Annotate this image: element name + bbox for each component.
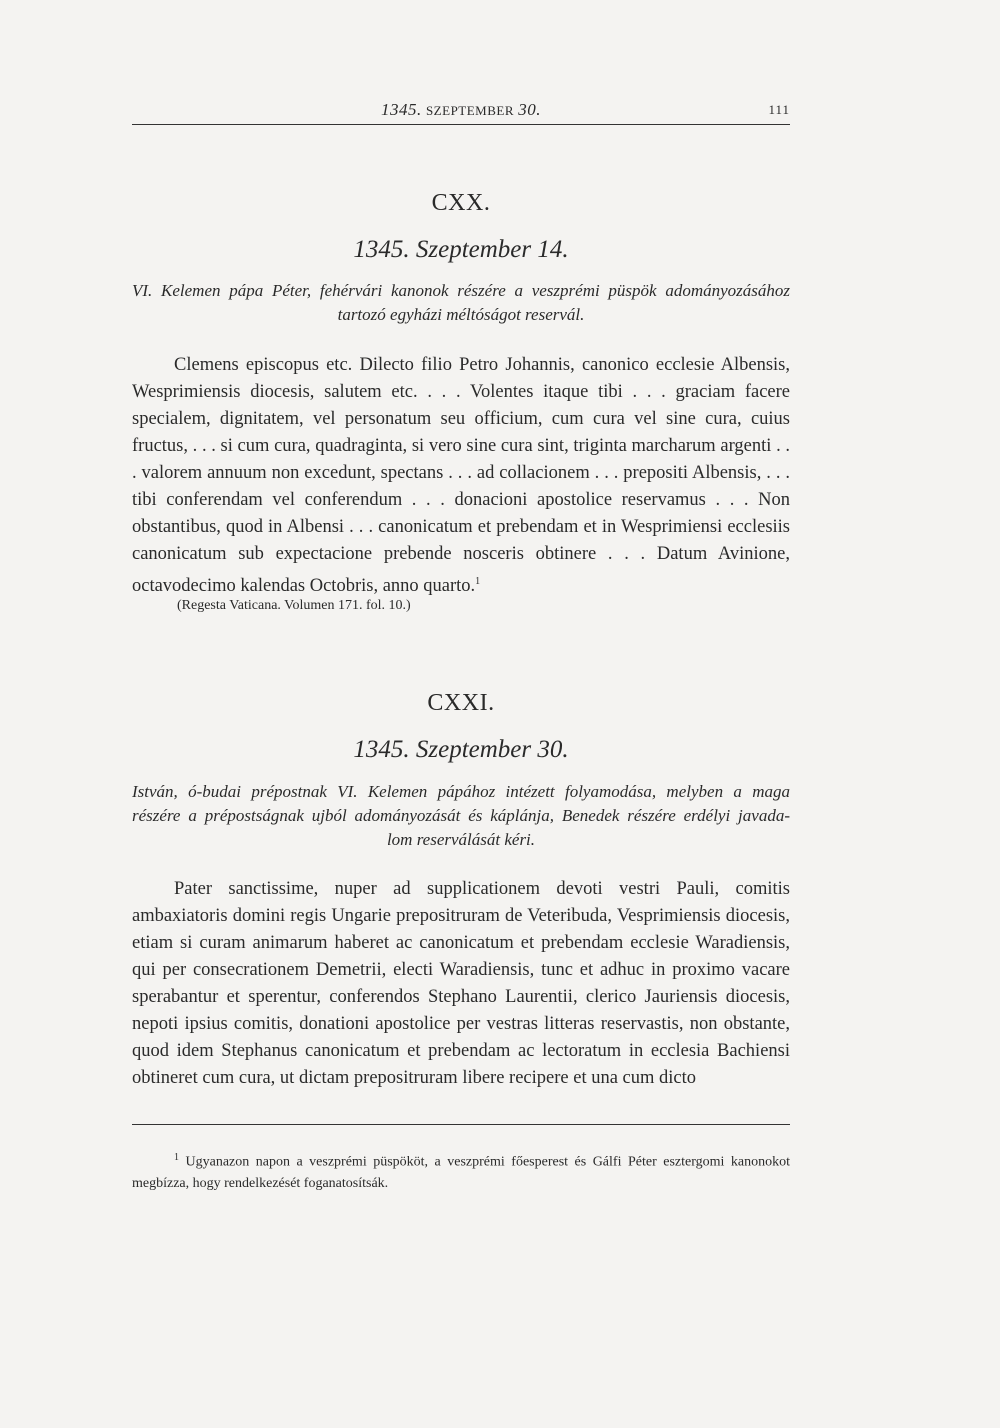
footnote-number: 1	[174, 1152, 179, 1163]
document-date: 1345. Szeptember 14.	[353, 236, 569, 263]
running-head-month: SZEPTEMBER	[425, 103, 515, 118]
document-summary	[132, 780, 790, 852]
document-text-body: Pater sanctissime, nuper ad supplicationem devoti vestri Pauli, comitis ambaxiatoris domini regis Ungarie prepositruram de Veteribuda, Vesprimiensis diocesis, etiam si curam animarum haberet ac canonicatum et prebendam ecclesie Waradiensis, qui per consecrationem Demetrii, electi Waradiensis, tunc et adhuc in proximo vacare sperabantur et sperentur, conferendos Stephano Laurentii, clerico Jauriensis diocesis, nepoti ipsius comitis, donationi apostolice per vestras litteras reservastis, non obstante, quod idem Stephanus canonicatum et prebendam ac lectoratum in ecclesia Bachiensi obtineret cum cura, ut dictam prepositruram libere recipere et una cum dicto	[132, 879, 790, 1088]
source-citation: (Regesta Vaticana. Volumen 171. fol. 10.)	[177, 598, 411, 613]
summary-line: részére a prépostságnak ujból adományozását és káplánja, Benedek részére erdélyi javada-	[132, 806, 790, 825]
document-date: 1345. Szeptember 30.	[353, 736, 569, 763]
page-number: 111	[768, 102, 790, 117]
running-head	[132, 100, 790, 125]
running-head-day: 30.	[518, 100, 542, 119]
document-text	[132, 352, 790, 600]
footnote-mark: 1	[475, 576, 481, 587]
summary-line: lom reserválását kéri.	[386, 830, 536, 849]
footnote-divider	[132, 1124, 790, 1125]
running-head-year: 1345.	[380, 100, 422, 119]
document-number: CXX.	[431, 190, 491, 216]
summary-line: tartozó egyházi méltóságot reservál.	[337, 305, 585, 324]
document-summary	[132, 279, 790, 327]
document-text	[132, 876, 790, 1092]
footnote	[132, 1147, 790, 1194]
summary-line: István, ó-budai prépostnak VI. Kelemen pápához intézett folyamodása, melyben a maga	[132, 782, 790, 801]
footnote-text: Ugyanazon napon a veszprémi püspököt, a veszprémi főesperest és Gálfi Péter esztergomi kanonokot megbízza, hogy rendelkezését foganatosítsák.	[132, 1154, 790, 1191]
document-number: CXXI.	[427, 690, 495, 716]
running-head-title	[132, 100, 790, 120]
document-text-body: Clemens episcopus etc. Dilecto filio Petro Johannis, canonico ecclesie Albensis, Wesprimiensis diocesis, salutem etc. . . . Volentes itaque tibi . . . graciam facere specialem, dignitatem, vel personatum seu officium, cum cura vel sine cura, cuius fructus, . . . si cum cura, quadraginta, si vero sine cura sint, triginta marcharum argenti . . . valorem annuum non excedunt, spectans . . . ad collacionem . . . prepositi Albensis, . . . tibi conferendam vel conferendum . . . donacioni apostolice reservamus . . . Non obstantibus, quod in Albensi . . . canonicatum et prebendam et in Wesprimiensi ecclesiis canonicatum sub expectacione prebende nosceris obtinere . . . Datum Avinione, octavodecimo kalendas Octobris, anno quarto.	[132, 355, 790, 597]
summary-line: VI. Kelemen pápa Péter, fehérvári kanonok részére a veszprémi püspök adományozásához	[132, 281, 790, 300]
